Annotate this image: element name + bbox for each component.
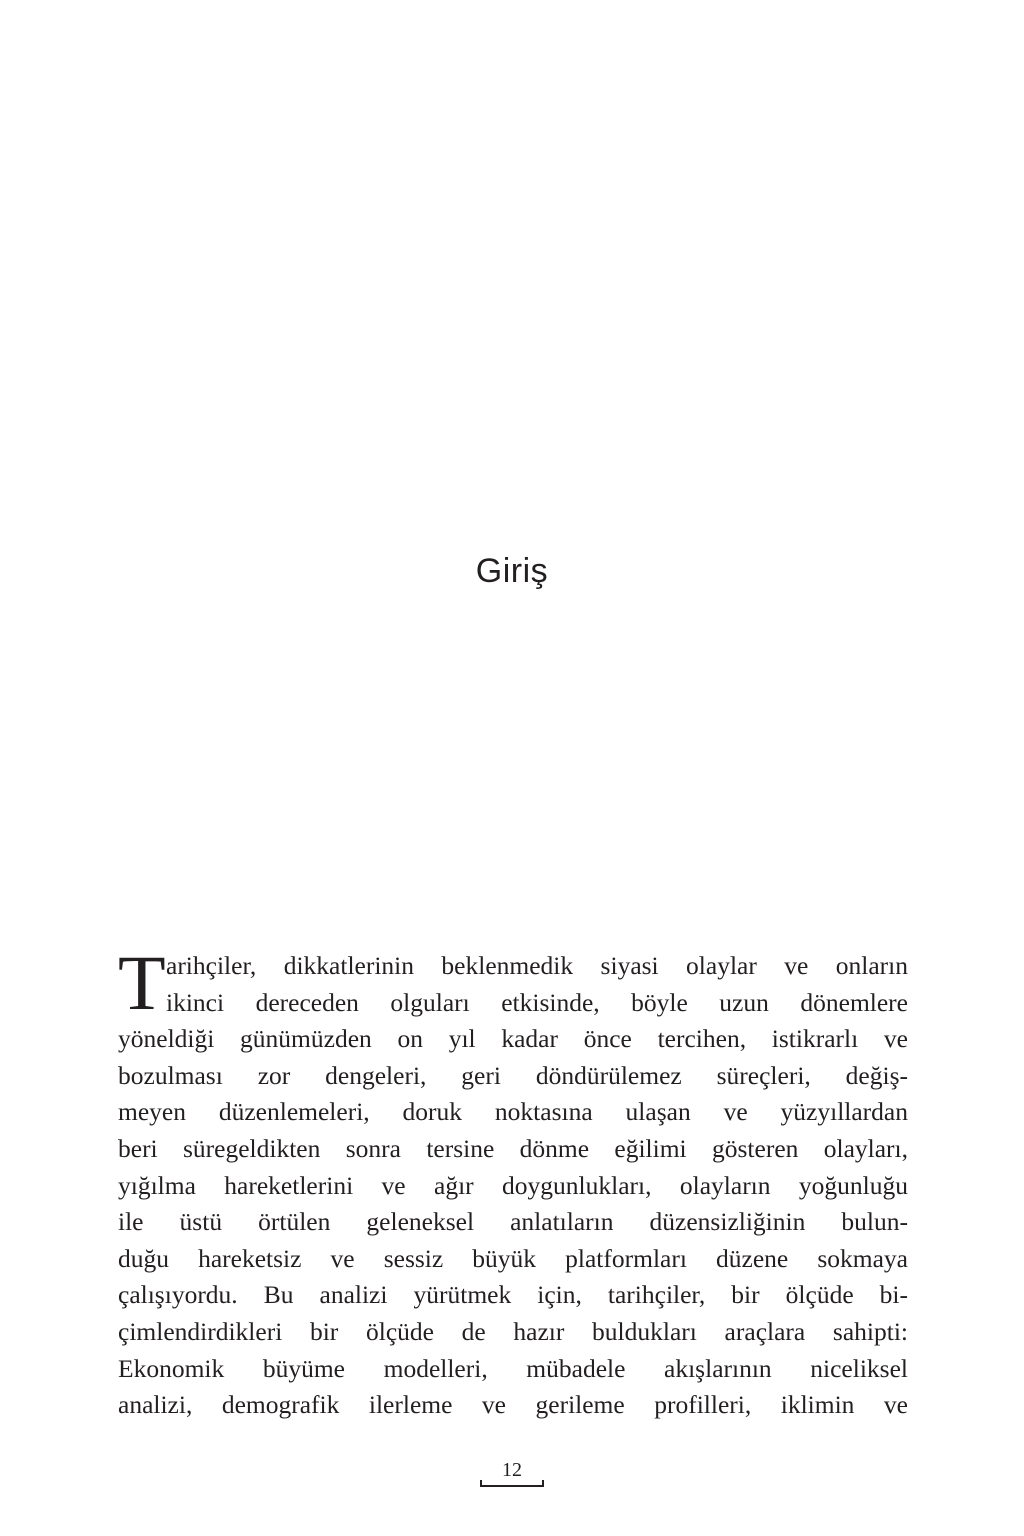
- text-line: ile üstü örtülen geleneksel anlatıların düzensizliğinin bulun-: [118, 1207, 908, 1237]
- page-number-rule-tick-right: [542, 1480, 544, 1487]
- text-line: arihçiler, dikkatlerinin beklenmedik siyasi olaylar ve onların: [166, 951, 908, 980]
- text-line: Ekonomik büyüme modelleri, mübadele akışlarının niceliksel: [118, 1353, 908, 1383]
- text-line: yığılma hareketlerini ve ağır doygunlukları, olayların yoğunluğu: [118, 1170, 908, 1200]
- text-line: meyen düzenlemeleri, doruk noktasına ulaşan ve yüzyıllardan: [118, 1097, 908, 1127]
- drop-cap: T: [118, 939, 166, 1026]
- page-number-rule: [480, 1485, 544, 1487]
- text-line: analizi, demografik ilerleme ve gerileme profilleri, iklimin ve: [118, 1390, 908, 1420]
- chapter-title: Giriş: [475, 552, 549, 590]
- text-line: çimlendirdikleri bir ölçüde de hazır buldukları araçlara sahipti:: [118, 1316, 908, 1346]
- body-paragraph: [118, 939, 908, 1424]
- page-footer: [476, 1458, 548, 1494]
- text-line: duğu hareketsiz ve sessiz büyük platformları düzene sokmaya: [118, 1243, 908, 1273]
- text-line: ikinci dereceden olguları etkisinde, böyle uzun dönemlere: [166, 987, 908, 1017]
- page-number: 12: [502, 1459, 522, 1481]
- text-line: bozulması zor dengeleri, geri döndürülemez süreçleri, değiş-: [118, 1060, 908, 1090]
- page-number-rule-tick-left: [480, 1480, 482, 1487]
- text-line: çalışıyordu. Bu analizi yürütmek için, tarihçiler, bir ölçüde bi-: [118, 1280, 908, 1310]
- text-line: yöneldiği günümüzden on yıl kadar önce tercihen, istikrarlı ve: [118, 1024, 908, 1054]
- text-line: beri süregeldikten sonra tersine dönme eğilimi gösteren olayları,: [118, 1133, 908, 1163]
